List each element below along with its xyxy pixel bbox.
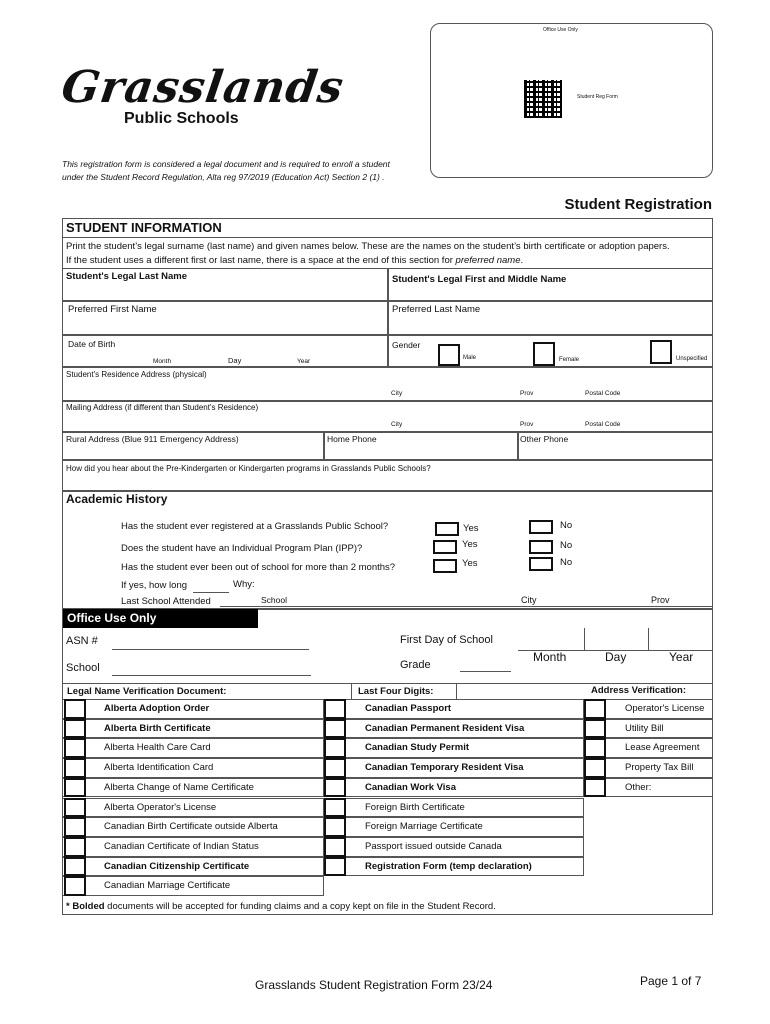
q2-yes-label: Yes xyxy=(462,539,478,550)
first-day-month: Month xyxy=(533,650,567,664)
question-out-of-school: Has the student ever been out of school for more than 2 months? xyxy=(121,562,396,573)
additional-doc-option[interactable] xyxy=(324,817,584,837)
q1-no-label: No xyxy=(560,520,573,531)
residence-address-label: Student's Residence Address (physical) xyxy=(66,370,207,379)
home-phone-label: Home Phone xyxy=(327,434,377,444)
mailing-prov-label: Prov xyxy=(520,421,534,428)
last-school-prov: Prov xyxy=(651,595,670,605)
legal-doc-option-label: Alberta Identification Card xyxy=(104,762,214,774)
additional-doc-option[interactable] xyxy=(324,837,584,857)
additional-doc-option[interactable] xyxy=(324,719,584,739)
legal-doc-option[interactable] xyxy=(62,778,324,798)
title-rule xyxy=(62,237,713,238)
rural-address-label: Rural Address (Blue 911 Emergency Address) xyxy=(66,434,239,444)
q1-yes-label: Yes xyxy=(463,523,479,534)
footer-form-name: Grasslands Student Registration Form 23/24 xyxy=(255,978,493,992)
first-day-day-field[interactable] xyxy=(584,628,649,651)
additional-doc-option-label: Foreign Birth Certificate xyxy=(365,801,465,813)
office-use-box xyxy=(430,23,713,178)
legal-first-name-label: Student's Legal First and Middle Name xyxy=(392,274,567,285)
first-day-year: Year xyxy=(669,650,694,664)
first-day-label: First Day of School xyxy=(400,634,493,646)
legal-doc-option[interactable] xyxy=(62,837,324,857)
additional-doc-option[interactable] xyxy=(324,738,584,758)
academic-history-title: Academic History xyxy=(66,492,168,506)
mailing-city-label: City xyxy=(391,421,403,428)
address-doc-option-label: Operator's License xyxy=(625,703,705,714)
legal-doc-option-label: Alberta Change of Name Certificate xyxy=(104,781,254,793)
legal-doc-option[interactable] xyxy=(62,798,324,818)
dob-year: Year xyxy=(297,358,311,365)
address-doc-option-label: Lease Agreement xyxy=(625,742,700,754)
additional-doc-option-checkbox[interactable] xyxy=(324,798,346,818)
additional-doc-option-label: Canadian Work Visa xyxy=(365,781,456,793)
first-day-year-field[interactable] xyxy=(648,628,713,651)
footnote-text: documents will be accepted for funding claims and a copy kept on file in the Student Record. xyxy=(104,901,496,912)
question-registered: Has the student ever registered at a Grasslands Public School? xyxy=(121,521,389,532)
legal-doc-option-checkbox[interactable] xyxy=(64,798,86,818)
residence-city-label: City xyxy=(391,390,403,397)
form-title: Student Registration xyxy=(564,196,712,213)
legal-doc-option[interactable] xyxy=(62,817,324,837)
first-day-month-field[interactable] xyxy=(518,628,585,651)
additional-doc-option-checkbox[interactable] xyxy=(324,699,346,719)
q3-no-checkbox[interactable] xyxy=(529,557,553,571)
additional-doc-option-label: Canadian Passport xyxy=(365,703,452,714)
gender-unspecified-checkbox[interactable] xyxy=(650,340,672,364)
legal-doc-label: Legal Name Verification Document: xyxy=(67,686,227,697)
school-label: School xyxy=(66,662,100,674)
footer-page-number: Page 1 of 7 xyxy=(640,974,702,988)
legal-doc-option-label: Alberta Birth Certificate xyxy=(104,722,211,734)
qr-code-icon xyxy=(524,80,562,118)
how-long-line[interactable] xyxy=(193,592,229,593)
gender-male-label: Male xyxy=(463,355,477,361)
instructions-2-text: If the student uses a different first or last name, there is a space at the end of this section for xyxy=(66,255,456,266)
additional-doc-option-label: Canadian Permanent Resident Visa xyxy=(365,722,525,734)
office-title: Office Use Only xyxy=(67,611,157,625)
additional-doc-option[interactable] xyxy=(324,798,584,818)
logo-wordmark: Grasslands xyxy=(58,62,348,113)
legal-doc-option-label: Alberta Health Care Card xyxy=(104,742,211,754)
why-label: Why: xyxy=(233,579,255,590)
instructions-2-period: . xyxy=(520,255,524,266)
preferred-last-label: Preferred Last Name xyxy=(392,304,481,315)
student-info-title: STUDENT INFORMATION xyxy=(66,220,222,235)
legal-doc-option-label: Alberta Operator's License xyxy=(104,801,217,813)
legal-doc-option-checkbox[interactable] xyxy=(64,876,86,896)
dob-label: Date of Birth xyxy=(68,339,116,349)
last-school-school: School xyxy=(261,595,287,605)
office-use-box-label: Office Use Only xyxy=(543,27,578,33)
additional-doc-option-label: Canadian Study Permit xyxy=(365,742,469,754)
legal-doc-option-checkbox[interactable] xyxy=(64,719,86,739)
legal-doc-option-label: Canadian Certificate of Indian Status xyxy=(104,840,259,852)
legal-doc-option[interactable] xyxy=(62,857,324,877)
q3-yes-checkbox[interactable] xyxy=(433,559,457,573)
additional-doc-option-checkbox[interactable] xyxy=(324,837,346,857)
legal-doc-option-label: Canadian Marriage Certificate xyxy=(104,880,231,892)
q3-yes-label: Yes xyxy=(462,558,478,569)
additional-doc-option-checkbox[interactable] xyxy=(324,857,346,877)
address-doc-option-checkbox[interactable] xyxy=(584,738,606,758)
hear-about-label: How did you hear about the Pre-Kindergarten or Kindergarten programs in Grasslands Public Schools? xyxy=(66,464,431,473)
additional-doc-option-checkbox[interactable] xyxy=(324,758,346,778)
how-long-label: If yes, how long xyxy=(121,580,188,591)
instructions: Print the student’s legal surname (last name) and given names below. These are the names on the student’s birth certificate or adoption papers. xyxy=(66,241,670,252)
school-line[interactable] xyxy=(112,675,311,676)
gender-female-label: Female xyxy=(559,357,580,363)
footnote xyxy=(66,901,496,912)
preferred-first-label: Preferred First Name xyxy=(68,304,157,315)
additional-doc-option[interactable] xyxy=(324,758,584,778)
legal-doc-option[interactable] xyxy=(62,758,324,778)
asn-line[interactable] xyxy=(112,649,309,650)
legal-doc-option-checkbox[interactable] xyxy=(64,817,86,837)
other-phone-label: Other Phone xyxy=(520,434,569,444)
legal-doc-option-label: Canadian Citizenship Certificate xyxy=(104,860,250,872)
q1-no-checkbox[interactable] xyxy=(529,520,553,534)
last-school-line[interactable] xyxy=(220,606,713,607)
additional-doc-option-label: Registration Form (temp declaration) xyxy=(365,860,532,872)
last-school-city: City xyxy=(521,595,537,605)
dob-day: Day xyxy=(228,356,242,365)
grade-label: Grade xyxy=(400,659,431,671)
residence-postal-label: Postal Code xyxy=(585,390,621,397)
legal-last-name-label: Student's Legal Last Name xyxy=(66,271,188,282)
barcode-label: Student Reg Form xyxy=(577,94,618,100)
additional-doc-option-label: Passport issued outside Canada xyxy=(365,840,502,852)
instructions-2 xyxy=(66,255,716,266)
additional-doc-option-checkbox[interactable] xyxy=(324,738,346,758)
address-doc-option-label: Property Tax Bill xyxy=(625,762,694,774)
address-doc-option-label: Utility Bill xyxy=(625,722,664,734)
address-doc-option-checkbox[interactable] xyxy=(584,719,606,739)
gender-male-checkbox[interactable] xyxy=(438,344,460,366)
mailing-address-label: Mailing Address (if different than Student's Residence) xyxy=(66,403,259,412)
logo-subtitle: Public Schools xyxy=(124,110,239,127)
asn-label: ASN # xyxy=(66,635,98,647)
address-verif-label: Address Verification: xyxy=(591,685,687,696)
additional-doc-option[interactable] xyxy=(324,857,584,877)
legal-doc-option-checkbox[interactable] xyxy=(64,738,86,758)
residence-prov-label: Prov xyxy=(520,390,534,397)
additional-doc-option[interactable] xyxy=(324,778,584,798)
q2-no-checkbox[interactable] xyxy=(529,540,553,554)
legal-doc-option-checkbox[interactable] xyxy=(64,758,86,778)
additional-doc-option-label: Canadian Temporary Resident Visa xyxy=(365,762,524,774)
q1-yes-checkbox[interactable] xyxy=(435,522,459,536)
legal-doc-option-label: Alberta Adoption Order xyxy=(104,703,210,714)
q2-no-label: No xyxy=(560,540,573,551)
gender-label: Gender xyxy=(392,340,421,350)
q2-yes-checkbox[interactable] xyxy=(433,540,457,554)
legal-doc-option-label: Canadian Birth Certificate outside Alberta xyxy=(104,821,278,833)
legal-doc-option-checkbox[interactable] xyxy=(64,857,86,877)
logo xyxy=(58,62,348,132)
q3-no-label: No xyxy=(560,557,573,568)
last-four-label: Last Four Digits: xyxy=(358,686,434,697)
legal-notice: This registration form is considered a legal document and is required to enroll a student under the Student Record Regulation, Alta reg 97/2019 (Education Act) Section 2 (1) . xyxy=(62,159,390,182)
legal-doc-option-checkbox[interactable] xyxy=(64,778,86,798)
address-doc-option-checkbox[interactable] xyxy=(584,699,606,719)
additional-doc-option-checkbox[interactable] xyxy=(324,817,346,837)
additional-doc-option-checkbox[interactable] xyxy=(324,778,346,798)
instructions-2-preferred: preferred name xyxy=(455,255,521,266)
additional-doc-option-label: Foreign Marriage Certificate xyxy=(365,821,483,833)
additional-doc-option[interactable] xyxy=(324,699,584,719)
first-day-day: Day xyxy=(605,650,627,664)
legal-doc-option[interactable] xyxy=(62,719,324,739)
gender-unspecified-label: Unspecified xyxy=(676,356,708,362)
last-school-label: Last School Attended xyxy=(121,596,211,607)
footnote-bold: * Bolded xyxy=(66,901,105,912)
gender-female-checkbox[interactable] xyxy=(533,342,555,366)
additional-doc-option-checkbox[interactable] xyxy=(324,719,346,739)
address-doc-option-checkbox[interactable] xyxy=(584,758,606,778)
mailing-postal-label: Postal Code xyxy=(585,421,621,428)
address-doc-option-label: Other: xyxy=(625,781,652,793)
legal-doc-option-checkbox[interactable] xyxy=(64,837,86,857)
legal-doc-option[interactable] xyxy=(62,699,324,719)
grade-line[interactable] xyxy=(460,671,511,672)
legal-doc-option[interactable] xyxy=(62,738,324,758)
legal-doc-option-checkbox[interactable] xyxy=(64,699,86,719)
legal-doc-option[interactable] xyxy=(62,876,324,896)
question-ipp: Does the student have an Individual Program Plan (IPP)? xyxy=(121,543,363,554)
dob-month: Month xyxy=(153,358,172,365)
address-doc-option-checkbox[interactable] xyxy=(584,778,606,798)
